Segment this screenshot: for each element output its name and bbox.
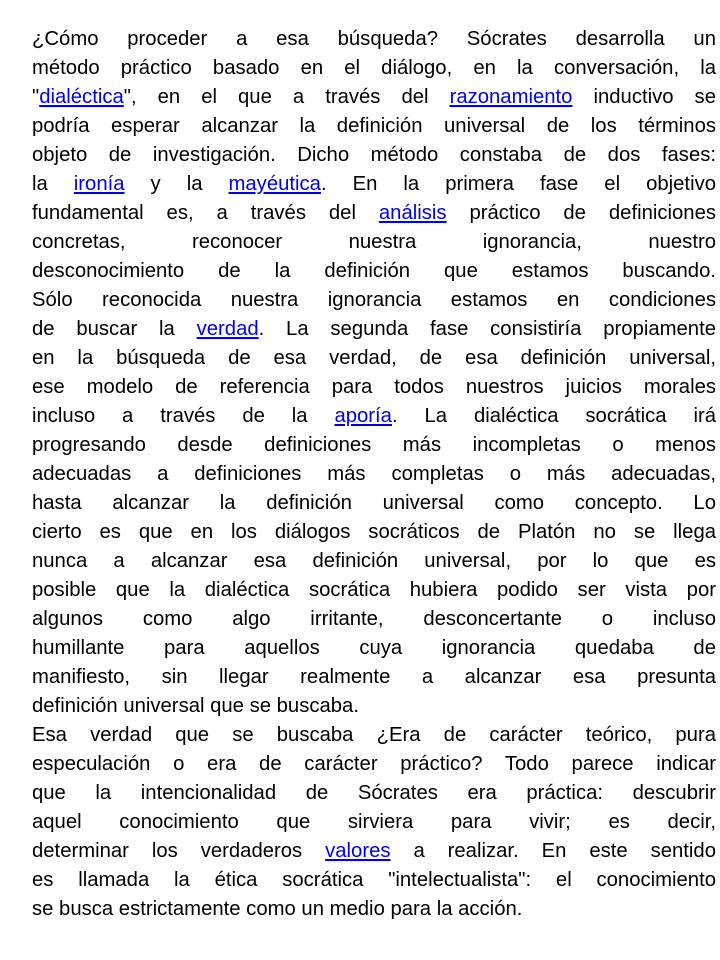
link-verdad[interactable]: verdad	[196, 318, 259, 340]
text-segment: . La segunda fase consistiría propiamente	[258, 318, 716, 340]
text-line: objeto de investigación. Dicho método constaba de dos fases:	[32, 144, 716, 166]
text-line: cierto es que en los diálogos socráticos de Platón no se llega	[32, 521, 716, 543]
text-line	[32, 199, 716, 228]
text-line: ¿Cómo proceder a esa búsqueda? Sócrates desarrolla un	[32, 28, 716, 50]
text-line	[32, 170, 716, 199]
text-segment: incluso a través de la	[32, 405, 335, 427]
text-segment: . La dialéctica socrática irá	[391, 405, 716, 427]
text-line: Sólo reconocida nuestra ignorancia estamos en condiciones	[32, 289, 716, 311]
text-line: desconocimiento de la definición que estamos buscando.	[32, 260, 716, 282]
text-segment: . En la primera fase el objetivo	[320, 173, 716, 195]
text-line: en la búsqueda de esa verdad, de esa definición universal,	[32, 347, 716, 369]
text-segment: de buscar la	[32, 318, 197, 340]
text-segment: la	[32, 173, 74, 195]
text-line: algunos como algo irritante, desconcertante o incluso	[32, 608, 716, 630]
text-line: manifiesto, sin llegar realmente a alcanzar esa presunta	[32, 666, 716, 688]
text-segment: ", en el que a través del	[123, 86, 450, 108]
text-line: ese modelo de referencia para todos nuestros juicios morales	[32, 376, 716, 398]
text-segment: a realizar. En este sentido	[390, 840, 716, 862]
text-segment: práctico de definiciones	[446, 202, 716, 224]
text-line: hasta alcanzar la definición universal como concepto. Lo	[32, 492, 716, 514]
text-line: concretas, reconocer nuestra ignorancia, nuestro	[32, 231, 716, 253]
text-line	[32, 837, 716, 866]
text-line	[32, 315, 716, 344]
text-line: se busca estrictamente como un medio para la acción.	[32, 898, 523, 920]
link-analisis[interactable]: análisis	[378, 202, 447, 224]
link-aporia[interactable]: aporía	[334, 405, 392, 427]
text-line: podría esperar alcanzar la definición universal de los términos	[32, 115, 716, 137]
text-line: especulación o era de carácter práctico? Todo parece indicar	[32, 753, 716, 775]
link-valores[interactable]: valores	[325, 840, 391, 862]
text-line: progresando desde definiciones más incompletas o menos	[32, 434, 716, 456]
text-line: nunca a alcanzar esa definición universal, por lo que es	[32, 550, 716, 572]
link-razonamiento[interactable]: razonamiento	[449, 86, 573, 108]
link-mayeutica[interactable]: mayéutica	[228, 173, 321, 195]
text-segment: inductivo se	[572, 86, 716, 108]
text-line: es llamada la ética socrática "intelectualista": el conocimiento	[32, 869, 716, 891]
text-line	[32, 402, 716, 431]
text-line: aquel conocimiento que sirviera para vivir; es decir,	[32, 811, 716, 833]
text-line: humillante para aquellos cuya ignorancia quedaba de	[32, 637, 716, 659]
document-body	[32, 25, 716, 924]
text-segment: y la	[124, 173, 229, 195]
text-line	[32, 83, 716, 112]
text-line: Esa verdad que se buscaba ¿Era de carácter teórico, pura	[32, 724, 716, 746]
text-line: método práctico basado en el diálogo, en la conversación, la	[32, 57, 716, 79]
text-segment: determinar los verdaderos	[32, 840, 326, 862]
text-line: posible que la dialéctica socrática hubiera podido ser vista por	[32, 579, 716, 601]
text-segment: fundamental es, a través del	[32, 202, 379, 224]
text-line: que la intencionalidad de Sócrates era práctica: descubrir	[32, 782, 716, 804]
text-line: adecuadas a definiciones más completas o más adecuadas,	[32, 463, 716, 485]
text-segment: "	[32, 86, 40, 108]
text-line: definición universal que se buscaba.	[32, 695, 359, 717]
link-dialectica[interactable]: dialéctica	[39, 86, 124, 108]
link-ironia[interactable]: ironía	[73, 173, 125, 195]
